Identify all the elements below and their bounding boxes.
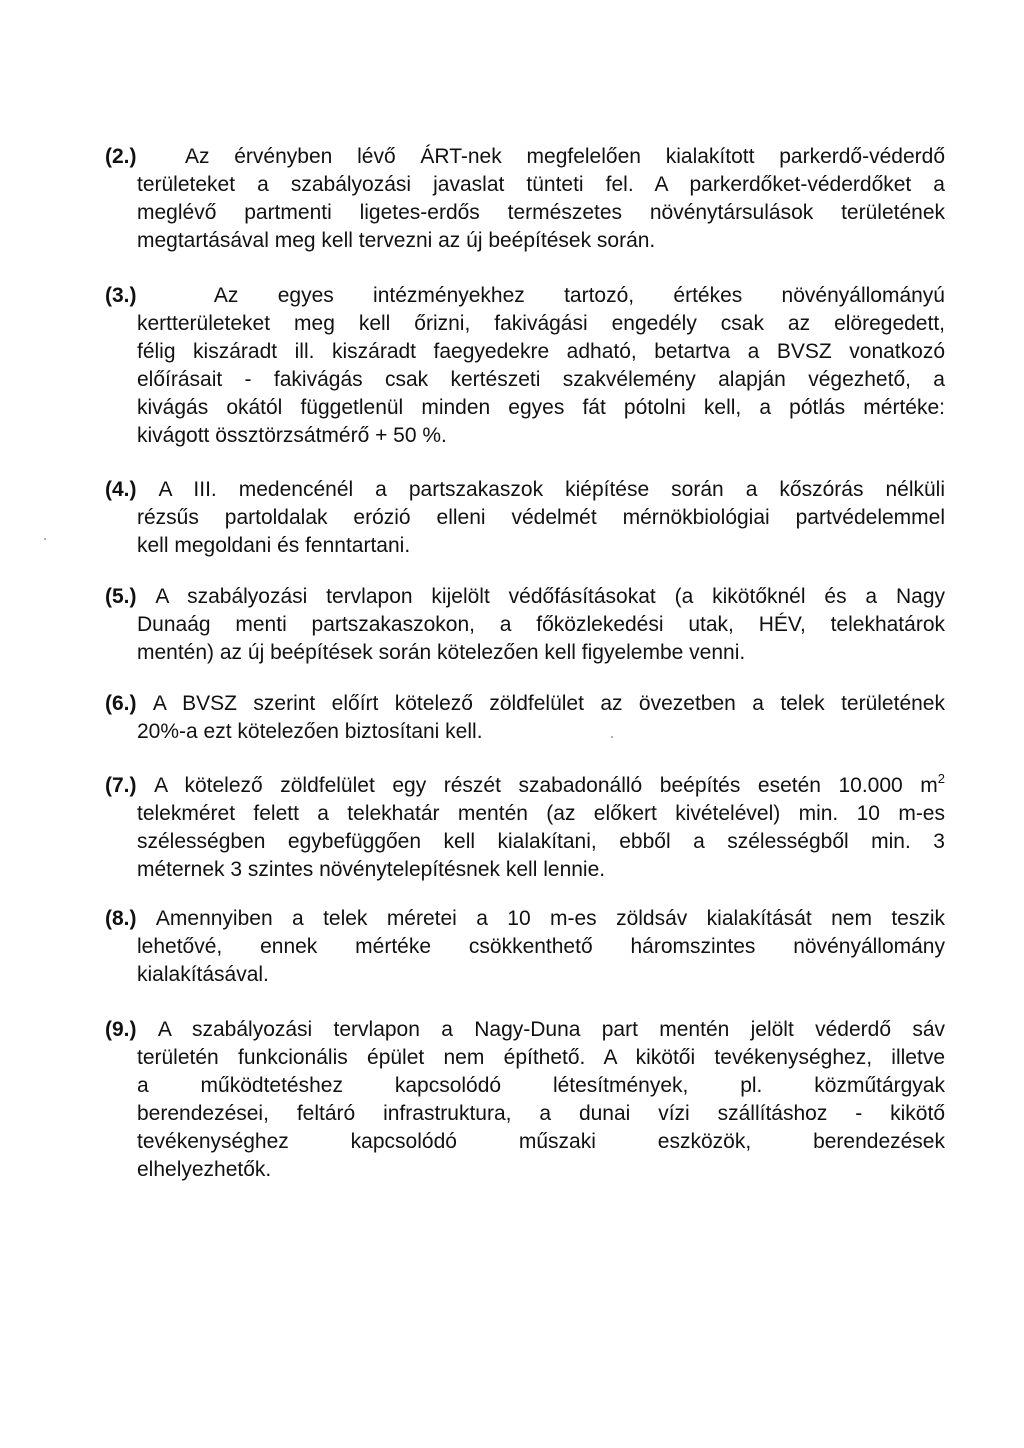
paragraph-5 xyxy=(105,583,945,667)
paragraph-line: (8.) Amennyiben a telek méretei a 10 m-es zöldsáv kialakítását nem teszik xyxy=(105,907,945,930)
paragraph-7 xyxy=(105,772,945,884)
paragraph-4 xyxy=(105,476,945,560)
paragraph-number: (5.) xyxy=(105,585,137,608)
paragraph-line: (5.) A szabályozási tervlapon kijelölt védőfásításokat (a kikötőknél és a Nagy xyxy=(105,585,946,608)
paragraph-line: kialakításával. xyxy=(137,963,269,986)
paragraph-8 xyxy=(105,905,945,989)
paragraph-number: (4.) xyxy=(105,478,137,501)
paragraph-line: méternek 3 szintes növénytelepítésnek kell lennie. xyxy=(137,858,606,881)
paragraph-number: (8.) xyxy=(105,907,137,930)
paragraph-line: szélességben egybefüggően kell kialakítani, ebből a szélességből min. 3 xyxy=(137,830,945,853)
paragraph-line: kivágás okától függetlenül minden egyes fát pótolni kell, a pótlás mértéke: xyxy=(137,396,945,419)
paragraph-line: (2.) Az érvényben lévő ÁRT-nek megfelelően kialakított parkerdő-véderdő xyxy=(105,145,945,168)
paragraph-line: lehetővé, ennek mértéke csökkenthető háromszintes növényállomány xyxy=(137,935,945,958)
paragraph-number: (2.) xyxy=(105,145,137,168)
paragraph-2 xyxy=(105,143,945,255)
paragraph-number: (7.) xyxy=(105,774,137,797)
paragraph-line: (4.) A III. medencénél a partszakaszok kiépítése során a kőszórás nélküli xyxy=(105,478,946,501)
paragraph-number: (3.) xyxy=(105,284,137,307)
paragraph-line: rézsűs partoldalak erózió elleni védelmét mérnökbiológiai partvédelemmel xyxy=(137,506,945,529)
paragraph-line: tevékenységhez kapcsolódó műszaki eszközök, berendezések xyxy=(137,1130,945,1153)
paragraph-line: berendezései, feltáró infrastruktura, a dunai vízi szállításhoz - kikötő xyxy=(137,1102,945,1125)
paragraph-line: elhelyezhetők. xyxy=(137,1158,272,1181)
paragraph-line: (6.) A BVSZ szerint előírt kötelező zöldfelület az övezetben a telek területének xyxy=(105,692,945,715)
paragraph-line: mentén) az új beépítések során kötelezően kell figyelembe venni. xyxy=(137,641,746,664)
paragraph-line: területén funkcionális épület nem építhető. A kikötői tevékenységhez, illetve xyxy=(137,1046,945,1069)
paragraph-number: (9.) xyxy=(105,1018,137,1041)
paragraph-line: kell megoldani és fenntartani. xyxy=(137,534,411,557)
paragraph-9 xyxy=(105,1016,945,1184)
scan-speck xyxy=(44,538,46,540)
paragraph-line: telekméret felett a telekhatár mentén (az előkert kivételével) min. 10 m-es xyxy=(137,802,945,825)
paragraph-line: a működtetéshez kapcsolódó létesítmények, pl. közműtárgyak xyxy=(137,1074,945,1097)
paragraph-number: (6.) xyxy=(105,692,137,715)
scan-speck xyxy=(611,736,613,738)
paragraph-6 xyxy=(105,690,945,746)
paragraph-line: területeket a szabályozási javaslat tünteti fel. A parkerdőket-véderdőket a xyxy=(137,173,945,196)
paragraph-line: félig kiszáradt ill. kiszáradt faegyedekre adható, betartva a BVSZ vonatkozó xyxy=(137,340,945,363)
paragraph-line: kivágott össztörzsátmérő + 50 %. xyxy=(137,424,447,447)
superscript-2: 2 xyxy=(937,771,945,786)
paragraph-3 xyxy=(105,282,945,450)
paragraph-line: meglévő partmenti ligetes-erdős természetes növénytársulások területének xyxy=(137,201,945,224)
paragraph-line: 20%-a ezt kötelezően biztosítani kell. xyxy=(137,720,483,743)
paragraph-line: (9.) A szabályozási tervlapon a Nagy-Duna part mentén jelölt véderdő sáv xyxy=(105,1018,945,1041)
paragraph-line: megtartásával meg kell tervezni az új beépítések során. xyxy=(137,229,656,252)
paragraph-line: előírásait - fakivágás csak kertészeti szakvélemény alapján végezhető, a xyxy=(137,368,945,391)
paragraph-line: Dunaág menti partszakaszokon, a főközlekedési utak, HÉV, telekhatárok xyxy=(137,613,945,636)
paragraph-line: (7.) A kötelező zöldfelület egy részét szabadonálló beépítés esetén 10.000 $m^2$ xyxy=(105,771,945,797)
paragraph-line: kertterületeket meg kell őrizni, fakivágási engedély csak az elöregedett, xyxy=(137,312,945,335)
paragraph-line: (3.) Az egyes intézményekhez tartozó, értékes növényállományú xyxy=(105,284,945,307)
